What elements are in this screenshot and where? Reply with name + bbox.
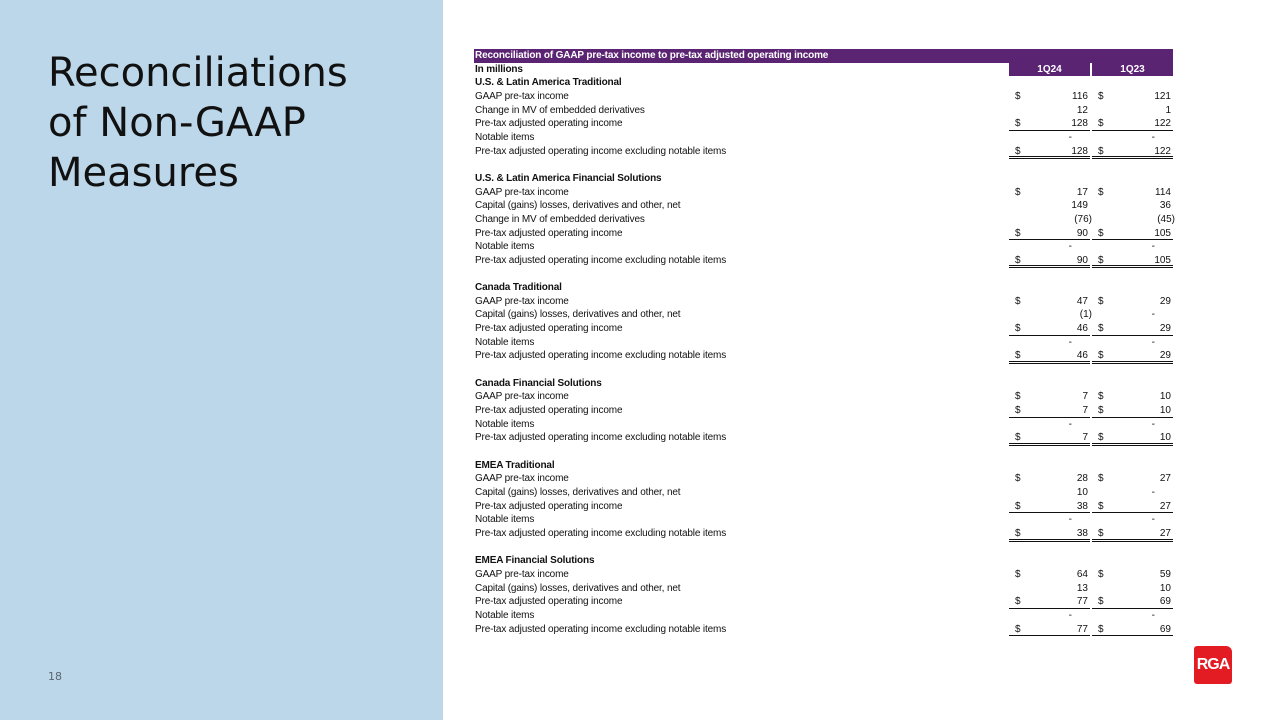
cell-1q24: [1009, 527, 1090, 542]
cell-value: 27: [1159, 473, 1171, 485]
spacer-row: [474, 541, 1173, 555]
section-header-row: [474, 377, 1173, 391]
cell-value: -: [1068, 336, 1072, 348]
row-label: Notable items: [475, 131, 535, 143]
cell-1q24: [1009, 117, 1090, 131]
row-label: Capital (gains) losses, derivatives and other, net: [475, 200, 681, 212]
dollar-sign: $: [1015, 323, 1021, 335]
cell-value: 69: [1159, 596, 1171, 608]
cell-value: 10: [1159, 582, 1171, 594]
cell-value: -: [1068, 131, 1072, 143]
dollar-sign: $: [1098, 118, 1104, 130]
row-label: Pre-tax adjusted operating income: [475, 227, 623, 239]
section-title: Canada Traditional: [475, 282, 562, 294]
cell-value: 29: [1159, 323, 1171, 335]
cell-1q24: [1009, 336, 1090, 349]
table-row: [474, 595, 1173, 609]
cell-value: -: [1068, 418, 1072, 430]
cell-value: 90: [1076, 227, 1088, 239]
table-title-row: [474, 49, 1173, 63]
dollar-sign: $: [1098, 323, 1104, 335]
row-label: Capital (gains) losses, derivatives and other, net: [475, 487, 681, 498]
table-row: [474, 582, 1173, 596]
table-row: [474, 104, 1173, 118]
row-label: Pre-tax adjusted operating income: [475, 500, 623, 512]
dollar-sign: $: [1098, 254, 1104, 266]
spacer-row: [474, 158, 1173, 172]
cell-1q24: [1009, 199, 1090, 212]
cell-1q23: [1092, 390, 1173, 403]
cell-1q23: [1092, 254, 1173, 269]
column-header-1q24: 1Q24: [1009, 63, 1090, 77]
cell-value: 121: [1154, 90, 1171, 102]
cell-value: -: [1068, 241, 1072, 253]
cell-1q24: [1009, 418, 1090, 431]
dollar-sign: $: [1098, 432, 1104, 444]
cell-1q24: [1009, 404, 1090, 418]
dollar-sign: $: [1098, 405, 1104, 417]
cell-value: 149: [1071, 200, 1088, 212]
cell-1q24: [1009, 486, 1090, 499]
cell-1q24: [1009, 390, 1090, 403]
cell-value: 122: [1154, 118, 1171, 130]
column-header-row: [474, 63, 1173, 77]
cell-value: 77: [1076, 596, 1088, 608]
row-label: GAAP pre-tax income: [475, 295, 569, 307]
cell-1q23: [1092, 308, 1173, 321]
cell-1q24: [1009, 513, 1090, 526]
cell-value: 122: [1154, 145, 1171, 157]
spacer-row: [474, 445, 1173, 459]
dollar-sign: $: [1015, 118, 1021, 130]
dollar-sign: $: [1015, 405, 1021, 417]
dollar-sign: $: [1015, 227, 1021, 239]
cell-value: 77: [1076, 623, 1088, 635]
cell-1q23: [1092, 336, 1173, 349]
cell-value: 116: [1072, 90, 1088, 102]
row-label: Capital (gains) losses, derivatives and other, net: [475, 309, 681, 321]
cell-1q24: [1009, 609, 1090, 622]
section-title: U.S. & Latin America Financial Solutions: [475, 172, 662, 184]
table-body: [474, 76, 1173, 636]
units-label: In millions: [475, 63, 523, 75]
cell-value: 27: [1159, 527, 1171, 539]
row-label: Pre-tax adjusted operating income excluding notable items: [475, 145, 727, 157]
cell-1q23: [1092, 431, 1173, 446]
cell-1q23: [1092, 500, 1173, 514]
cell-value: (1): [1079, 309, 1092, 321]
cell-1q24: [1009, 582, 1090, 595]
cell-value: 105: [1154, 227, 1171, 239]
cell-1q23: [1092, 609, 1173, 622]
cell-value: 27: [1159, 500, 1171, 512]
row-label: Pre-tax adjusted operating income excluding notable items: [475, 527, 727, 539]
row-label: GAAP pre-tax income: [475, 90, 569, 102]
cell-1q23: [1092, 513, 1173, 526]
cell-1q23: [1092, 90, 1173, 103]
cell-value: 105: [1154, 254, 1171, 266]
row-label: Notable items: [475, 514, 535, 526]
cell-value: 46: [1076, 350, 1088, 362]
dollar-sign: $: [1098, 473, 1104, 485]
table-row: [474, 199, 1173, 213]
table-row: [474, 349, 1173, 363]
dollar-sign: $: [1015, 432, 1021, 444]
cell-1q24: [1009, 186, 1090, 199]
table-row: [474, 431, 1173, 445]
cell-1q23: [1092, 486, 1173, 499]
table-row: [474, 404, 1173, 418]
cell-1q23: [1092, 404, 1173, 418]
dollar-sign: $: [1098, 391, 1104, 403]
title-line-1: Reconciliations: [48, 50, 348, 96]
cell-1q23: [1092, 295, 1173, 308]
cell-1q23: [1092, 145, 1173, 160]
dollar-sign: $: [1015, 596, 1021, 608]
cell-value: -: [1068, 609, 1072, 621]
section-header-row: [474, 76, 1173, 90]
table-row: [474, 145, 1173, 159]
row-label: Notable items: [475, 609, 535, 621]
cell-1q23: [1092, 418, 1173, 431]
cell-value: 38: [1076, 500, 1088, 512]
dollar-sign: $: [1015, 391, 1021, 403]
cell-value: 17: [1076, 186, 1088, 198]
cell-1q23: [1092, 623, 1173, 637]
table-row: [474, 295, 1173, 309]
cell-value: 90: [1076, 254, 1088, 266]
cell-1q24: [1009, 240, 1090, 253]
cell-1q24: [1009, 254, 1090, 269]
cell-value: 10: [1076, 487, 1088, 498]
table-row: [474, 527, 1173, 541]
dollar-sign: $: [1098, 145, 1104, 157]
cell-value: 46: [1076, 323, 1088, 335]
row-label: Notable items: [475, 241, 535, 253]
table-row: [474, 472, 1173, 486]
dollar-sign: $: [1015, 186, 1021, 198]
page-number: 18: [48, 670, 62, 683]
dollar-sign: $: [1015, 500, 1021, 512]
section-header-row: [474, 281, 1173, 295]
cell-value: 59: [1159, 568, 1171, 580]
cell-value: -: [1151, 418, 1155, 430]
cell-value: 7: [1082, 432, 1088, 444]
cell-1q24: [1009, 213, 1090, 226]
row-label: Pre-tax adjusted operating income: [475, 118, 623, 130]
table-row: [474, 486, 1173, 500]
cell-1q23: [1092, 582, 1173, 595]
cell-value: -: [1151, 309, 1155, 321]
table-row: [474, 418, 1173, 432]
dollar-sign: $: [1015, 295, 1021, 307]
cell-1q24: [1009, 227, 1090, 241]
cell-value: 28: [1076, 473, 1088, 485]
cell-value: 36: [1159, 200, 1171, 212]
dollar-sign: $: [1015, 527, 1021, 539]
cell-value: 7: [1082, 391, 1088, 403]
row-label: Notable items: [475, 336, 535, 348]
cell-1q23: [1092, 322, 1173, 336]
cell-value: 47: [1076, 295, 1088, 307]
cell-value: 12: [1076, 104, 1088, 116]
cell-value: 29: [1159, 350, 1171, 362]
cell-value: -: [1151, 336, 1155, 348]
cell-1q23: [1092, 595, 1173, 609]
cell-1q24: [1009, 349, 1090, 364]
section-title: Canada Financial Solutions: [475, 377, 602, 389]
cell-value: -: [1151, 514, 1155, 526]
row-label: Capital (gains) losses, derivatives and other, net: [475, 582, 681, 594]
cell-value: -: [1068, 514, 1072, 526]
cell-1q24: [1009, 308, 1090, 321]
slide-title: [48, 48, 348, 198]
section-header-row: [474, 172, 1173, 186]
row-label: Pre-tax adjusted operating income excluding notable items: [475, 254, 727, 266]
cell-1q23: [1092, 131, 1173, 144]
section-header-row: [474, 554, 1173, 568]
table-row: [474, 131, 1173, 145]
dollar-sign: $: [1015, 350, 1021, 362]
cell-1q24: [1009, 595, 1090, 609]
title-line-2: of Non-GAAP: [48, 100, 306, 146]
table-row: [474, 322, 1173, 336]
rga-logo: [1194, 646, 1232, 684]
column-header-1q23: 1Q23: [1092, 63, 1173, 77]
dollar-sign: $: [1015, 623, 1021, 635]
cell-value: -: [1151, 241, 1155, 253]
table-row: [474, 90, 1173, 104]
dollar-sign: $: [1098, 227, 1104, 239]
cell-1q23: [1092, 240, 1173, 253]
cell-1q24: [1009, 623, 1090, 637]
dollar-sign: $: [1015, 254, 1021, 266]
dollar-sign: $: [1015, 473, 1021, 485]
row-label: Change in MV of embedded derivatives: [475, 213, 645, 225]
cell-1q24: [1009, 322, 1090, 336]
section-title: EMEA Financial Solutions: [475, 555, 595, 567]
table-row: [474, 513, 1173, 527]
table-row: [474, 390, 1173, 404]
cell-value: 13: [1076, 582, 1088, 594]
cell-value: -: [1151, 131, 1155, 143]
row-label: Pre-tax adjusted operating income: [475, 596, 623, 608]
cell-value: 69: [1159, 623, 1171, 635]
dollar-sign: $: [1098, 90, 1104, 102]
cell-1q23: [1092, 213, 1173, 226]
table-row: [474, 186, 1173, 200]
table-row: [474, 336, 1173, 350]
cell-value: 114: [1155, 186, 1171, 198]
cell-value: 10: [1159, 391, 1171, 403]
table-row: [474, 500, 1173, 514]
cell-value: 128: [1071, 145, 1088, 157]
cell-value: 64: [1076, 568, 1088, 580]
table-row: [474, 213, 1173, 227]
row-label: Pre-tax adjusted operating income excluding notable items: [475, 350, 727, 362]
table-title: Reconciliation of GAAP pre-tax income to pre-tax adjusted operating income: [475, 50, 829, 61]
cell-1q24: [1009, 104, 1090, 117]
table-row: [474, 240, 1173, 254]
cell-1q24: [1009, 131, 1090, 144]
section-title: EMEA Traditional: [475, 459, 555, 471]
cell-1q23: [1092, 199, 1173, 212]
cell-1q23: [1092, 186, 1173, 199]
dollar-sign: $: [1098, 527, 1104, 539]
row-label: GAAP pre-tax income: [475, 391, 569, 403]
dollar-sign: $: [1098, 186, 1104, 198]
cell-1q23: [1092, 349, 1173, 364]
cell-value: 1: [1165, 104, 1171, 116]
spacer-row: [474, 268, 1173, 282]
reconciliation-table: [474, 49, 1173, 636]
cell-value: (76): [1074, 213, 1092, 225]
logo-text: RGA: [1196, 656, 1230, 673]
dollar-sign: $: [1098, 568, 1104, 580]
row-label: Pre-tax adjusted operating income excluding notable items: [475, 432, 727, 444]
row-label: GAAP pre-tax income: [475, 568, 569, 580]
dollar-sign: $: [1098, 500, 1104, 512]
cell-value: -: [1151, 487, 1155, 498]
row-label: Pre-tax adjusted operating income excluding notable items: [475, 623, 727, 635]
title-line-3: Measures: [48, 150, 239, 196]
dollar-sign: $: [1015, 90, 1021, 102]
cell-value: 29: [1159, 295, 1171, 307]
cell-1q23: [1092, 472, 1173, 485]
cell-1q24: [1009, 472, 1090, 485]
row-label: GAAP pre-tax income: [475, 473, 569, 485]
cell-value: 10: [1159, 405, 1171, 417]
row-label: Notable items: [475, 418, 535, 430]
dollar-sign: $: [1098, 623, 1104, 635]
row-label: GAAP pre-tax income: [475, 186, 569, 198]
cell-value: 10: [1159, 432, 1171, 444]
table-row: [474, 609, 1173, 623]
row-label: Pre-tax adjusted operating income: [475, 405, 623, 417]
table-row: [474, 117, 1173, 131]
table-row: [474, 254, 1173, 268]
cell-1q23: [1092, 227, 1173, 241]
spacer-row: [474, 363, 1173, 377]
cell-1q23: [1092, 117, 1173, 131]
left-panel: [0, 0, 443, 720]
cell-value: 128: [1071, 118, 1088, 130]
dollar-sign: $: [1015, 145, 1021, 157]
cell-value: (45): [1157, 213, 1175, 225]
cell-1q24: [1009, 90, 1090, 103]
cell-1q24: [1009, 568, 1090, 581]
table-row: [474, 623, 1173, 637]
dollar-sign: $: [1098, 596, 1104, 608]
cell-1q24: [1009, 295, 1090, 308]
dollar-sign: $: [1098, 295, 1104, 307]
dollar-sign: $: [1015, 568, 1021, 580]
cell-value: -: [1151, 609, 1155, 621]
table-row: [474, 227, 1173, 241]
cell-1q24: [1009, 431, 1090, 446]
cell-1q23: [1092, 568, 1173, 581]
cell-1q24: [1009, 145, 1090, 160]
cell-1q24: [1009, 500, 1090, 514]
section-header-row: [474, 459, 1173, 473]
cell-value: 38: [1076, 527, 1088, 539]
section-title: U.S. & Latin America Traditional: [475, 77, 622, 89]
table-row: [474, 568, 1173, 582]
row-label: Change in MV of embedded derivatives: [475, 104, 645, 116]
cell-value: 7: [1082, 405, 1088, 417]
row-label: Pre-tax adjusted operating income: [475, 323, 623, 335]
cell-1q23: [1092, 527, 1173, 542]
table-row: [474, 308, 1173, 322]
dollar-sign: $: [1098, 350, 1104, 362]
cell-1q23: [1092, 104, 1173, 117]
